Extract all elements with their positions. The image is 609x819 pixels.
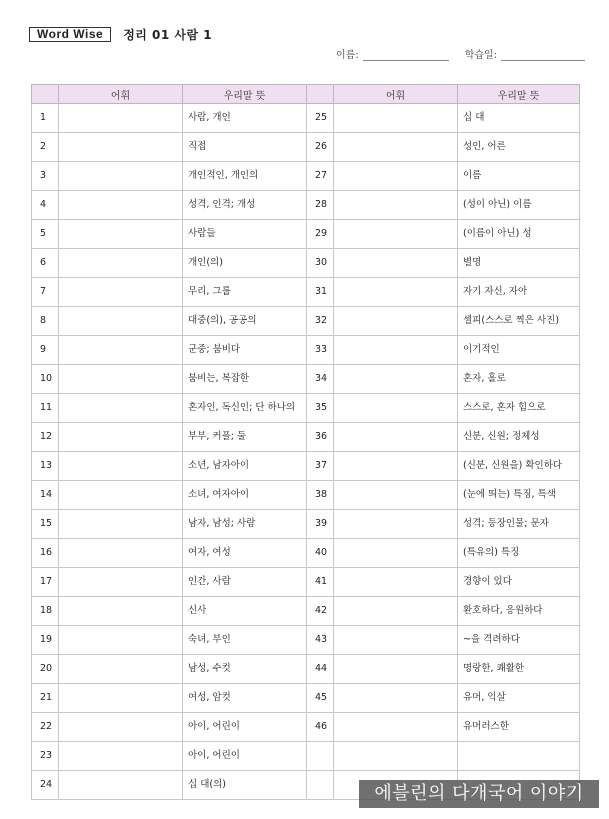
word-answer-cell[interactable]: [59, 278, 183, 307]
korean-meaning: 명랑한, 쾌활한: [458, 655, 580, 684]
word-answer-cell[interactable]: [59, 655, 183, 684]
word-answer-cell[interactable]: [334, 104, 458, 133]
korean-meaning: 별명: [458, 249, 580, 278]
header-cell-blank-right: [307, 85, 334, 104]
item-number: 2: [32, 133, 59, 162]
korean-meaning: 십 대: [458, 104, 580, 133]
word-answer-cell[interactable]: [334, 713, 458, 742]
korean-meaning: 이기적인: [458, 336, 580, 365]
korean-meaning: 숙녀, 부인: [183, 626, 307, 655]
table-row: [32, 220, 580, 249]
item-number: 23: [32, 742, 59, 771]
header-meaning-right: 우리말 뜻: [458, 85, 580, 104]
word-answer-cell[interactable]: [59, 568, 183, 597]
korean-meaning: 혼자, 홀로: [458, 365, 580, 394]
item-number: 35: [307, 394, 334, 423]
item-number: 4: [32, 191, 59, 220]
date-label: 학습일:: [464, 50, 498, 61]
word-answer-cell[interactable]: [59, 771, 183, 800]
word-answer-cell[interactable]: [334, 510, 458, 539]
item-number: 8: [32, 307, 59, 336]
word-answer-cell[interactable]: [334, 191, 458, 220]
word-answer-cell[interactable]: [334, 133, 458, 162]
korean-meaning: 유머, 익살: [458, 684, 580, 713]
header-word-right: 어휘: [334, 85, 458, 104]
item-number: 26: [307, 133, 334, 162]
item-number: 18: [32, 597, 59, 626]
item-number: 28: [307, 191, 334, 220]
item-number: 12: [32, 423, 59, 452]
word-answer-cell[interactable]: [334, 742, 458, 771]
item-number: 19: [32, 626, 59, 655]
korean-meaning: 셀피(스스로 찍은 사진): [458, 307, 580, 336]
korean-meaning: 소년, 남자아이: [183, 452, 307, 481]
item-number: 34: [307, 365, 334, 394]
word-answer-cell[interactable]: [59, 684, 183, 713]
item-number: 13: [32, 452, 59, 481]
item-number: 46: [307, 713, 334, 742]
word-answer-cell[interactable]: [59, 597, 183, 626]
word-answer-cell[interactable]: [334, 336, 458, 365]
table-row: [32, 307, 580, 336]
korean-meaning: ~을 격려하다: [458, 626, 580, 655]
table-row: [32, 568, 580, 597]
table-row: [32, 713, 580, 742]
table-row: [32, 278, 580, 307]
worksheet-title-row: [29, 26, 212, 42]
table-row: [32, 539, 580, 568]
korean-meaning: 사람, 개인: [183, 104, 307, 133]
word-answer-cell[interactable]: [59, 713, 183, 742]
table-row: [32, 597, 580, 626]
item-number: 24: [32, 771, 59, 800]
word-answer-cell[interactable]: [59, 481, 183, 510]
student-info-row: [336, 46, 585, 61]
korean-meaning: 이름: [458, 162, 580, 191]
word-answer-cell[interactable]: [59, 220, 183, 249]
korean-meaning: 소녀, 여자아이: [183, 481, 307, 510]
item-number: 7: [32, 278, 59, 307]
item-number: 39: [307, 510, 334, 539]
table-row: [32, 510, 580, 539]
table-row: [32, 452, 580, 481]
word-answer-cell[interactable]: [334, 481, 458, 510]
item-number: 20: [32, 655, 59, 684]
korean-meaning: 개인(의): [183, 249, 307, 278]
table-row: [32, 655, 580, 684]
word-answer-cell[interactable]: [334, 365, 458, 394]
item-number: 31: [307, 278, 334, 307]
word-answer-cell[interactable]: [334, 423, 458, 452]
korean-meaning: 여자, 여성: [183, 539, 307, 568]
vocabulary-table: [31, 84, 580, 800]
korean-meaning: 붐비는, 복잡한: [183, 365, 307, 394]
table-row: [32, 626, 580, 655]
korean-meaning: 성격, 인격; 개성: [183, 191, 307, 220]
table-row: [32, 191, 580, 220]
word-answer-cell[interactable]: [59, 307, 183, 336]
word-answer-cell[interactable]: [334, 307, 458, 336]
item-number: 32: [307, 307, 334, 336]
table-header-row: [32, 85, 580, 104]
item-number: [307, 771, 334, 800]
worksheet-title: 정리 01 사람 1: [123, 27, 213, 42]
korean-meaning: 무리, 그룹: [183, 278, 307, 307]
word-answer-cell[interactable]: [334, 249, 458, 278]
item-number: [307, 742, 334, 771]
name-label: 이름:: [336, 50, 359, 61]
korean-meaning: 스스로, 혼자 힘으로: [458, 394, 580, 423]
korean-meaning: 사람들: [183, 220, 307, 249]
korean-meaning: 자기 자신, 자아: [458, 278, 580, 307]
table-row: [32, 104, 580, 133]
table-row: [32, 394, 580, 423]
table-row: [32, 336, 580, 365]
item-number: 9: [32, 336, 59, 365]
korean-meaning: 부부, 커플; 둘: [183, 423, 307, 452]
korean-meaning: 아이, 어린이: [183, 742, 307, 771]
item-number: 3: [32, 162, 59, 191]
word-answer-cell[interactable]: [59, 510, 183, 539]
word-answer-cell[interactable]: [59, 104, 183, 133]
word-answer-cell[interactable]: [334, 162, 458, 191]
korean-meaning: (특유의) 특징: [458, 539, 580, 568]
korean-meaning: 환호하다, 응원하다: [458, 597, 580, 626]
item-number: 30: [307, 249, 334, 278]
header-word-left: 어휘: [59, 85, 183, 104]
word-answer-cell[interactable]: [59, 539, 183, 568]
korean-meaning: 혼자인, 독신인; 단 하나의: [183, 394, 307, 423]
word-answer-cell[interactable]: [59, 452, 183, 481]
word-answer-cell[interactable]: [59, 336, 183, 365]
date-field-line: [501, 48, 585, 61]
korean-meaning: 직접: [183, 133, 307, 162]
word-answer-cell[interactable]: [334, 452, 458, 481]
item-number: 14: [32, 481, 59, 510]
korean-meaning: 십 대(의): [183, 771, 307, 800]
item-number: 41: [307, 568, 334, 597]
table-row: [32, 249, 580, 278]
korean-meaning: 유머러스한: [458, 713, 580, 742]
korean-meaning: 경향이 있다: [458, 568, 580, 597]
table-row: [32, 684, 580, 713]
word-answer-cell[interactable]: [334, 684, 458, 713]
korean-meaning: 인간, 사람: [183, 568, 307, 597]
table-row: [32, 481, 580, 510]
table-row: [32, 133, 580, 162]
word-answer-cell[interactable]: [59, 365, 183, 394]
brand-label: Word Wise: [29, 27, 111, 42]
item-number: 36: [307, 423, 334, 452]
korean-meaning: 성인, 어른: [458, 133, 580, 162]
korean-meaning: 남성, 수컷: [183, 655, 307, 684]
word-answer-cell[interactable]: [334, 278, 458, 307]
item-number: 45: [307, 684, 334, 713]
item-number: 10: [32, 365, 59, 394]
header-meaning-left: 우리말 뜻: [183, 85, 307, 104]
header-cell-blank-left: [32, 85, 59, 104]
item-number: 42: [307, 597, 334, 626]
word-answer-cell[interactable]: [334, 655, 458, 684]
word-answer-cell[interactable]: [59, 626, 183, 655]
korean-meaning: 대중(의), 공공의: [183, 307, 307, 336]
korean-meaning: 군중; 붐비다: [183, 336, 307, 365]
item-number: 16: [32, 539, 59, 568]
word-answer-cell[interactable]: [59, 742, 183, 771]
korean-meaning: 신사: [183, 597, 307, 626]
item-number: 33: [307, 336, 334, 365]
korean-meaning: 성격; 등장인물; 문자: [458, 510, 580, 539]
word-answer-cell[interactable]: [59, 191, 183, 220]
watermark: 에블린의 다개국어 이야기: [359, 780, 599, 808]
korean-meaning: 여성, 암컷: [183, 684, 307, 713]
korean-meaning: (눈에 띄는) 특징, 특색: [458, 481, 580, 510]
item-number: 17: [32, 568, 59, 597]
word-answer-cell[interactable]: [59, 423, 183, 452]
item-number: 5: [32, 220, 59, 249]
korean-meaning: 개인적인, 개인의: [183, 162, 307, 191]
word-answer-cell[interactable]: [334, 597, 458, 626]
table-row: [32, 423, 580, 452]
item-number: 22: [32, 713, 59, 742]
item-number: 27: [307, 162, 334, 191]
korean-meaning: [458, 742, 580, 771]
korean-meaning: (성이 아닌) 이름: [458, 191, 580, 220]
item-number: 40: [307, 539, 334, 568]
table-row: [32, 365, 580, 394]
item-number: 11: [32, 394, 59, 423]
item-number: 37: [307, 452, 334, 481]
korean-meaning: (이름이 아닌) 성: [458, 220, 580, 249]
word-answer-cell[interactable]: [334, 220, 458, 249]
word-answer-cell[interactable]: [59, 133, 183, 162]
item-number: 38: [307, 481, 334, 510]
word-answer-cell[interactable]: [59, 394, 183, 423]
table-row: [32, 162, 580, 191]
korean-meaning: (신분, 신원을) 확인하다: [458, 452, 580, 481]
item-number: 6: [32, 249, 59, 278]
korean-meaning: 아이, 어린이: [183, 713, 307, 742]
item-number: 21: [32, 684, 59, 713]
item-number: 29: [307, 220, 334, 249]
item-number: 43: [307, 626, 334, 655]
word-answer-cell[interactable]: [334, 568, 458, 597]
table-row: [32, 742, 580, 771]
item-number: 1: [32, 104, 59, 133]
word-answer-cell[interactable]: [334, 626, 458, 655]
korean-meaning: 남자, 남성; 사람: [183, 510, 307, 539]
word-answer-cell[interactable]: [59, 162, 183, 191]
item-number: 44: [307, 655, 334, 684]
word-answer-cell[interactable]: [59, 249, 183, 278]
word-answer-cell[interactable]: [334, 539, 458, 568]
name-field-line: [363, 48, 449, 61]
item-number: 25: [307, 104, 334, 133]
korean-meaning: 신분, 신원; 정체성: [458, 423, 580, 452]
item-number: 15: [32, 510, 59, 539]
word-answer-cell[interactable]: [334, 394, 458, 423]
